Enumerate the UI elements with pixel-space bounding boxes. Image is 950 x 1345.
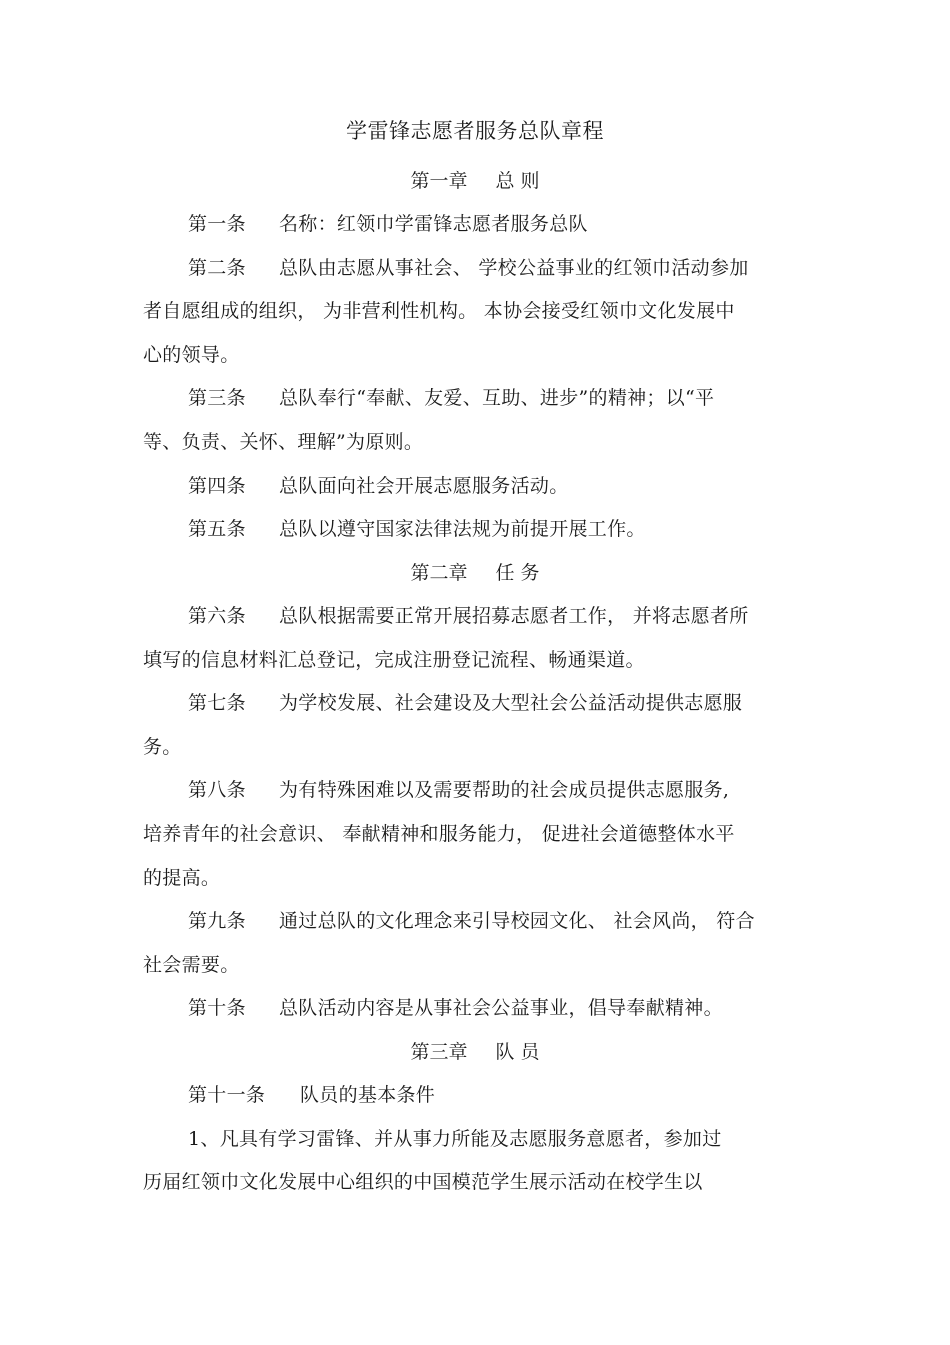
article-label: 第二条 — [188, 256, 246, 279]
article-label: 第七条 — [188, 692, 246, 715]
chapter-name: 总 则 — [495, 170, 540, 192]
article-7-cont: 务。 — [143, 735, 182, 758]
chapter-1-body — [143, 203, 808, 552]
article-label: 第四条 — [188, 474, 246, 497]
article-9: 第九条 通过总队的文化理念来引导校园文化、 社会风尚， 符合 — [143, 900, 808, 944]
article-label: 第九条 — [188, 910, 246, 933]
article-2-cont: 者自愿组成的组织， 为非营利性机构。 本协会接受红领巾文化发展中 — [143, 300, 735, 323]
article-3-cont: 等、负责、关怀、理解”为原则。 — [143, 430, 424, 453]
article-2-cont: 心的领导。 — [143, 343, 240, 366]
article-3: 第三条 总队奉行“奉献、友爱、互助、进步”的精神；以“平 — [143, 377, 808, 421]
clause-1: 1、凡具有学习雷锋、并从事力所能及志愿服务意愿者，参加过 — [188, 1127, 722, 1150]
article-8: 第八条 为有特殊困难以及需要帮助的社会成员提供志愿服务, — [143, 769, 808, 813]
clause-1-cont: 历届红领巾文化发展中心组织的中国模范学生展示活动在校学生以 — [143, 1171, 703, 1194]
chapter-number: 第二章 — [410, 562, 468, 584]
article-10: 第十条 总队活动内容是从事社会公益事业，倡导奉献精神。 — [143, 987, 808, 1031]
chapter-1-heading — [0, 167, 950, 195]
article-label: 第三条 — [188, 387, 246, 410]
article-7: 第七条 为学校发展、社会建设及大型社会公益活动提供志愿服 — [143, 682, 808, 726]
article-6-cont: 填写的信息材料汇总登记，完成注册登记流程、畅通渠道。 — [143, 648, 645, 671]
chapter-number: 第三章 — [410, 1041, 468, 1063]
document-title: 学雷锋志愿者服务总队章程 — [346, 119, 604, 143]
article-label: 第八条 — [188, 779, 246, 802]
article-label: 第十一条 — [188, 1084, 266, 1106]
article-1: 第一条 名称：红领巾学雷锋志愿者服务总队 — [143, 203, 808, 247]
chapter-name: 任 务 — [495, 562, 540, 584]
article-4: 第四条 总队面向社会开展志愿服务活动。 — [143, 465, 808, 509]
chapter-3-body — [143, 1074, 808, 1205]
chapter-name: 队 员 — [495, 1041, 540, 1063]
article-9-cont: 社会需要。 — [143, 953, 240, 976]
chapter-3-heading — [0, 1038, 950, 1066]
article-label: 第十条 — [188, 997, 246, 1020]
article-8-cont: 的提高。 — [143, 866, 221, 889]
article-8-cont: 培养青年的社会意识、 奉献精神和服务能力， 促进社会道德整体水平 — [143, 822, 735, 845]
article-label: 第一条 — [188, 213, 246, 235]
chapter-2-body — [143, 595, 808, 1031]
article-label: 第五条 — [188, 518, 246, 541]
article-label: 第六条 — [188, 605, 246, 627]
article-5: 第五条 总队以遵守国家法律法规为前提开展工作。 — [143, 508, 808, 552]
article-11: 第十一条 队员的基本条件 — [143, 1074, 808, 1118]
chapter-2-heading — [0, 559, 950, 587]
article-6: 第六条 总队根据需要正常开展招募志愿者工作， 并将志愿者所 — [143, 595, 808, 639]
article-2: 第二条 总队由志愿从事社会、 学校公益事业的红领巾活动参加 — [143, 247, 808, 291]
chapter-number: 第一章 — [410, 170, 468, 192]
